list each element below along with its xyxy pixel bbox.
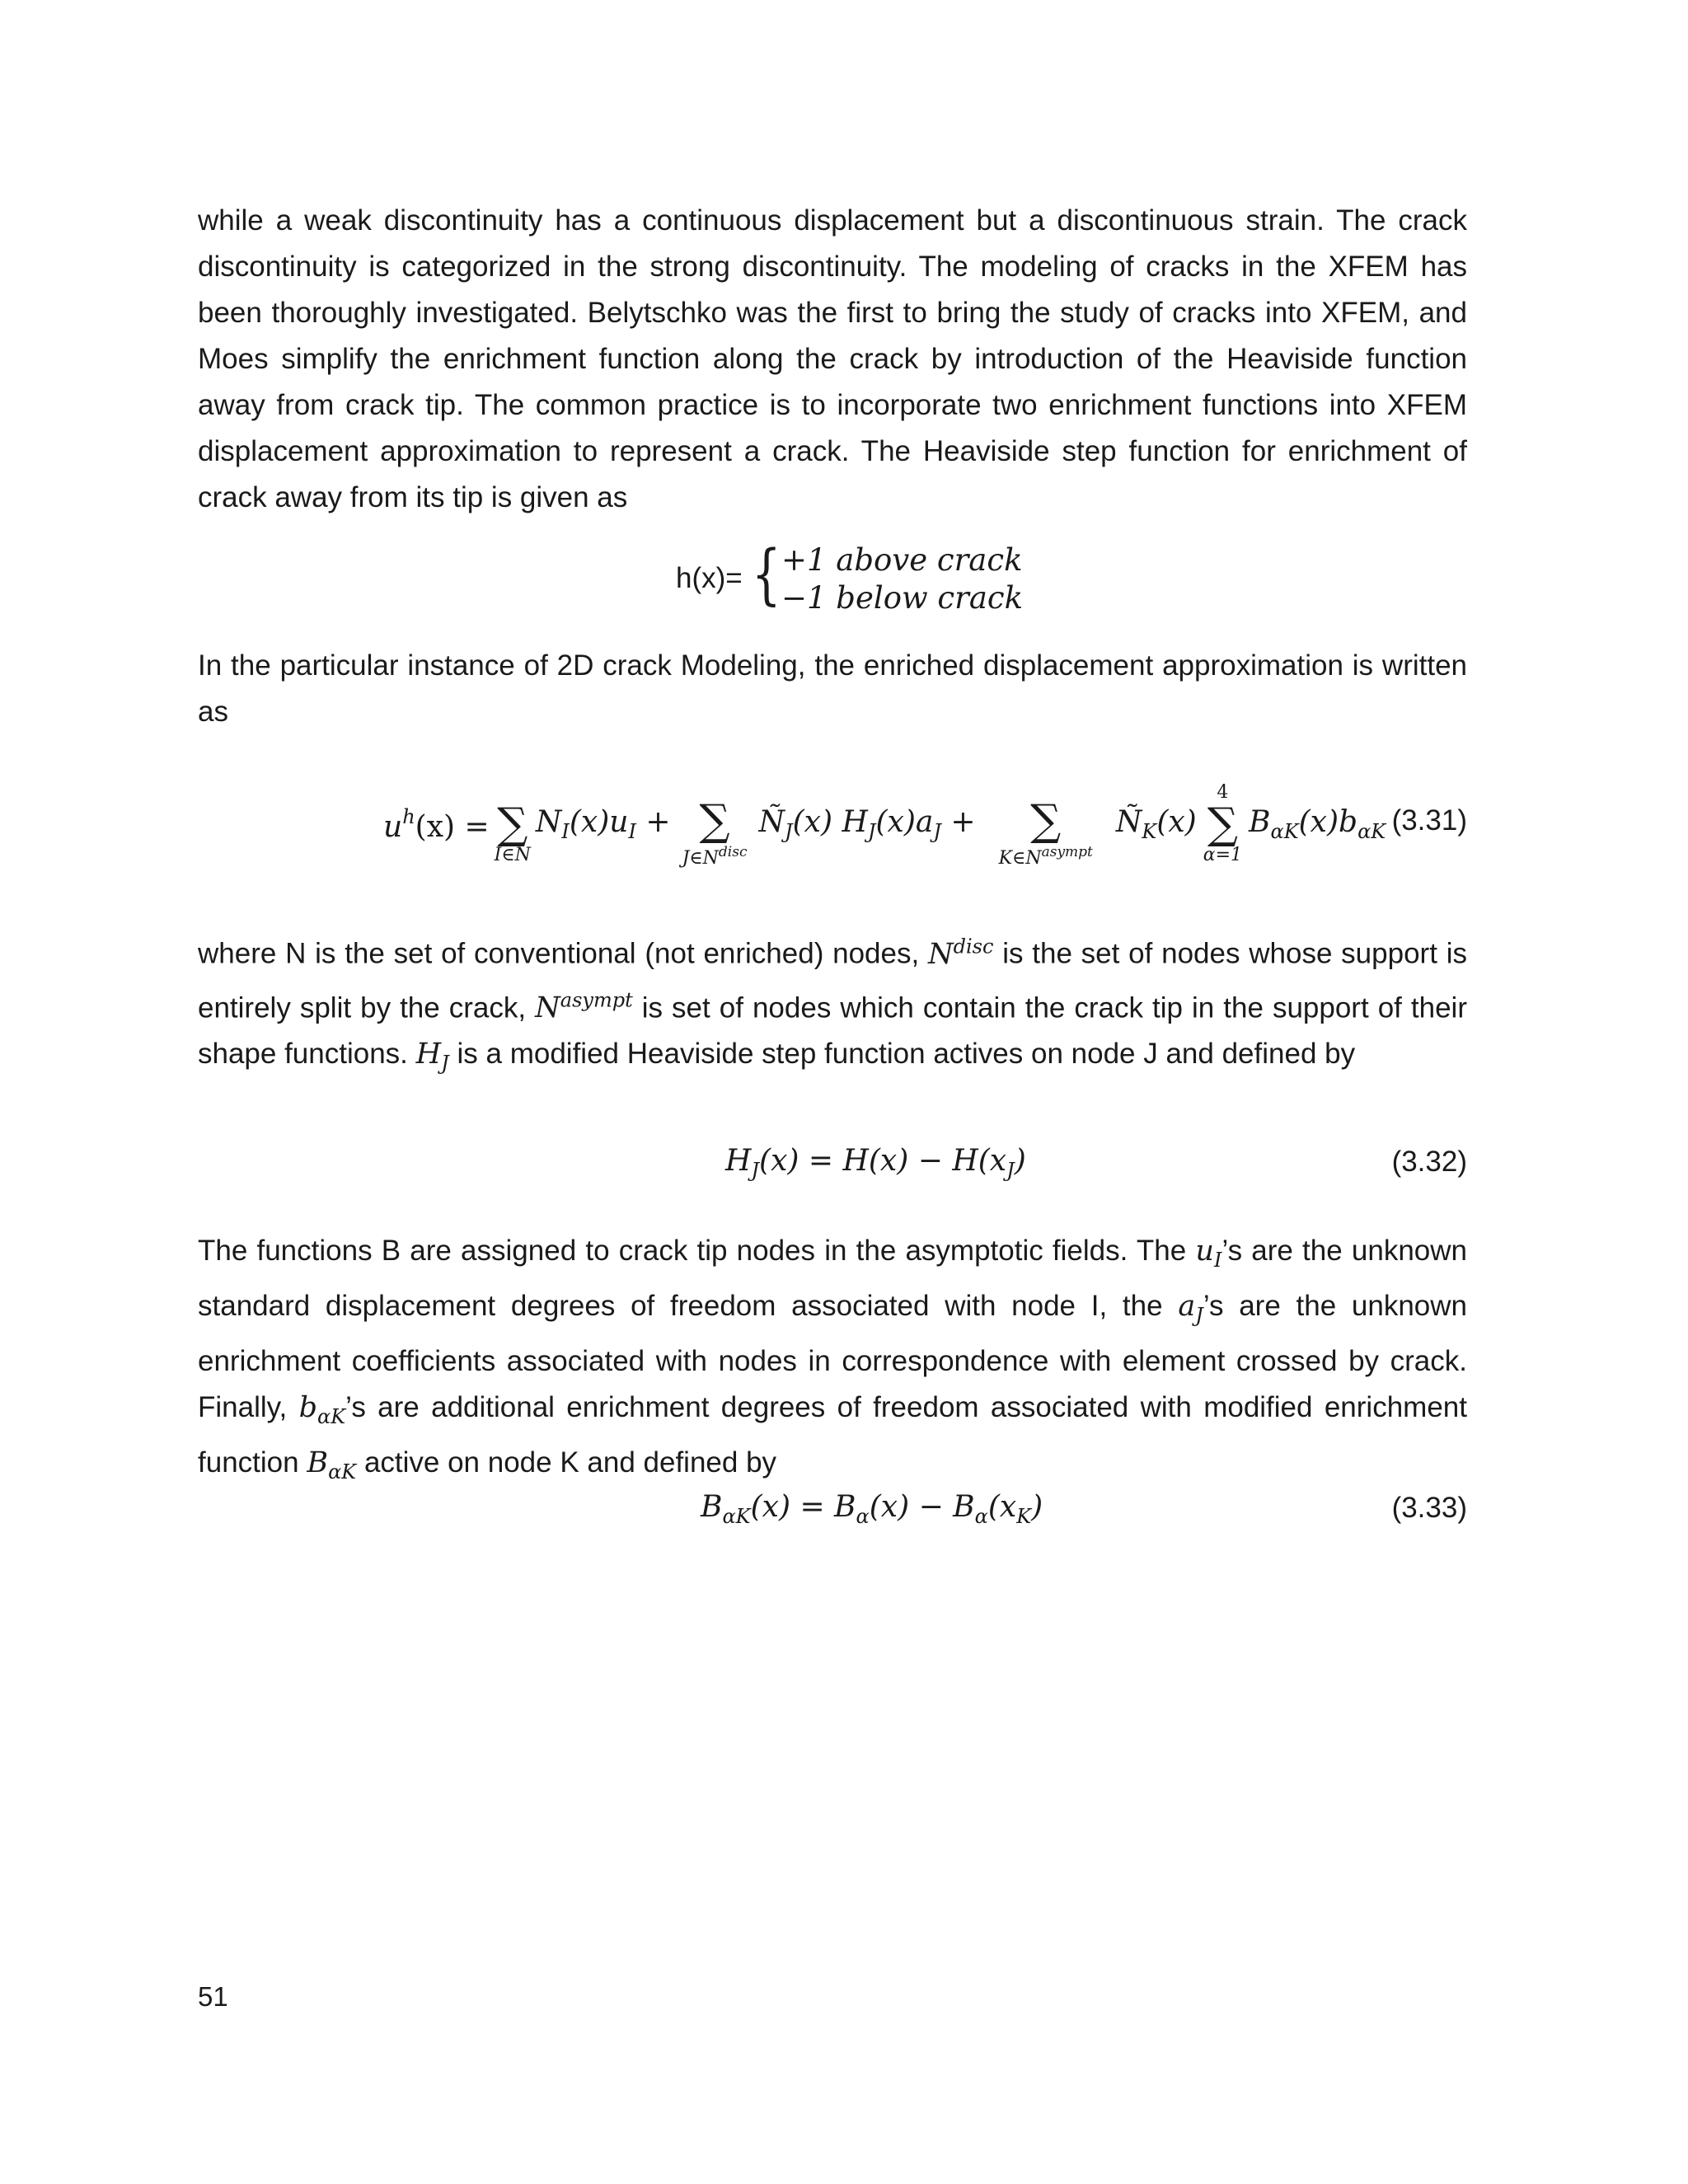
heaviside-definition bbox=[676, 536, 1253, 616]
sum-over-split-nodes: ∑ $J\in N^{disc}$ bbox=[682, 796, 748, 869]
paragraph-4: The functions B are assigned to crack tip nodes in the asymptotic fields. The $u_I’s$ are the unknown standard displacement degrees of freedom associated with node I, the $a_J’s$ are the unknown enrichment coefficients associated with nodes in correspondence with element crossed by crack. Finally, $b_{\alpha K}’s$ are additional enrichment degrees of freedom associated with modified enrichment function $B_{\alpha K}$ active on node K and defined by bbox=[198, 1235, 1467, 1483]
paragraph-2: In the particular instance of 2D crack Modeling, the enriched displacement approximation is written as bbox=[198, 649, 1467, 728]
equation-number-3-32: (3.32) bbox=[1391, 1146, 1467, 1178]
sum-over-tip-nodes: ∑ $K\in N^{asympt}$ bbox=[998, 796, 1093, 869]
equation-3-33: $B_{\alpha K}(x) = B_\alpha(x) - B_\alpha(x_K)$ (3.33) bbox=[701, 1490, 1467, 1528]
eq331-term4: $B_{\alpha K}(x)b_{\alpha K}$ bbox=[1249, 805, 1386, 843]
eq331-term1: $N_I(x)u_I$ + bbox=[535, 805, 671, 843]
sum-over-conventional-nodes: ∑ I∈N bbox=[494, 799, 531, 865]
page-number: 51 bbox=[198, 1981, 228, 2012]
equation-number-3-33: (3.33) bbox=[1391, 1492, 1467, 1524]
eq331-term2: $Ñ_J(x) H_J(x)a_J$ + bbox=[758, 805, 976, 843]
heaviside-brace: { bbox=[752, 536, 781, 612]
eq331-lhs: $u^h(x)$ = bbox=[383, 804, 490, 844]
equation-3-32: $H_J(x) = H(x) - H(x_J)$ (3.32) bbox=[725, 1144, 1467, 1182]
eq331-term3: $Ñ_K(x)$ bbox=[1115, 805, 1197, 843]
heaviside-label: h(x)= bbox=[676, 562, 743, 594]
heaviside-case-below: −1 below crack bbox=[781, 580, 1024, 616]
paragraph-1: while a weak discontinuity has a continuous displacement but a discontinuous strain. The crack discontinuity is categorized in the strong discontinuity. The modeling of cracks in the XFEM has been thoroughly investigated. Belytschko was the first to bring the study of cracks into XFEM, and Moes simplify the enrichment function along the crack by introduction of the Heaviside function away from crack tip. The common practice is to incorporate two enrichment functions into XFEM displacement approximation to represent a crack. The Heaviside step function for enrichment of crack away from its tip is given as bbox=[198, 204, 1467, 513]
equation-3-31 bbox=[198, 766, 1467, 882]
heaviside-case-above: +1 above crack bbox=[781, 542, 1023, 578]
sum-over-alpha: 4 ∑ α=1 bbox=[1203, 782, 1243, 865]
equation-number-3-31: (3.31) bbox=[1391, 804, 1467, 837]
paragraph-3: where N is the set of conventional (not enriched) nodes, $N^{disc}$ is the set of nodes whose support is entirely split by the crack, $N^{asympt}$ is set of nodes which contain the crack tip in the support of their shape functions. $H_J$ is a modified Heaviside step function actives on node J and defined by bbox=[198, 935, 1467, 1076]
